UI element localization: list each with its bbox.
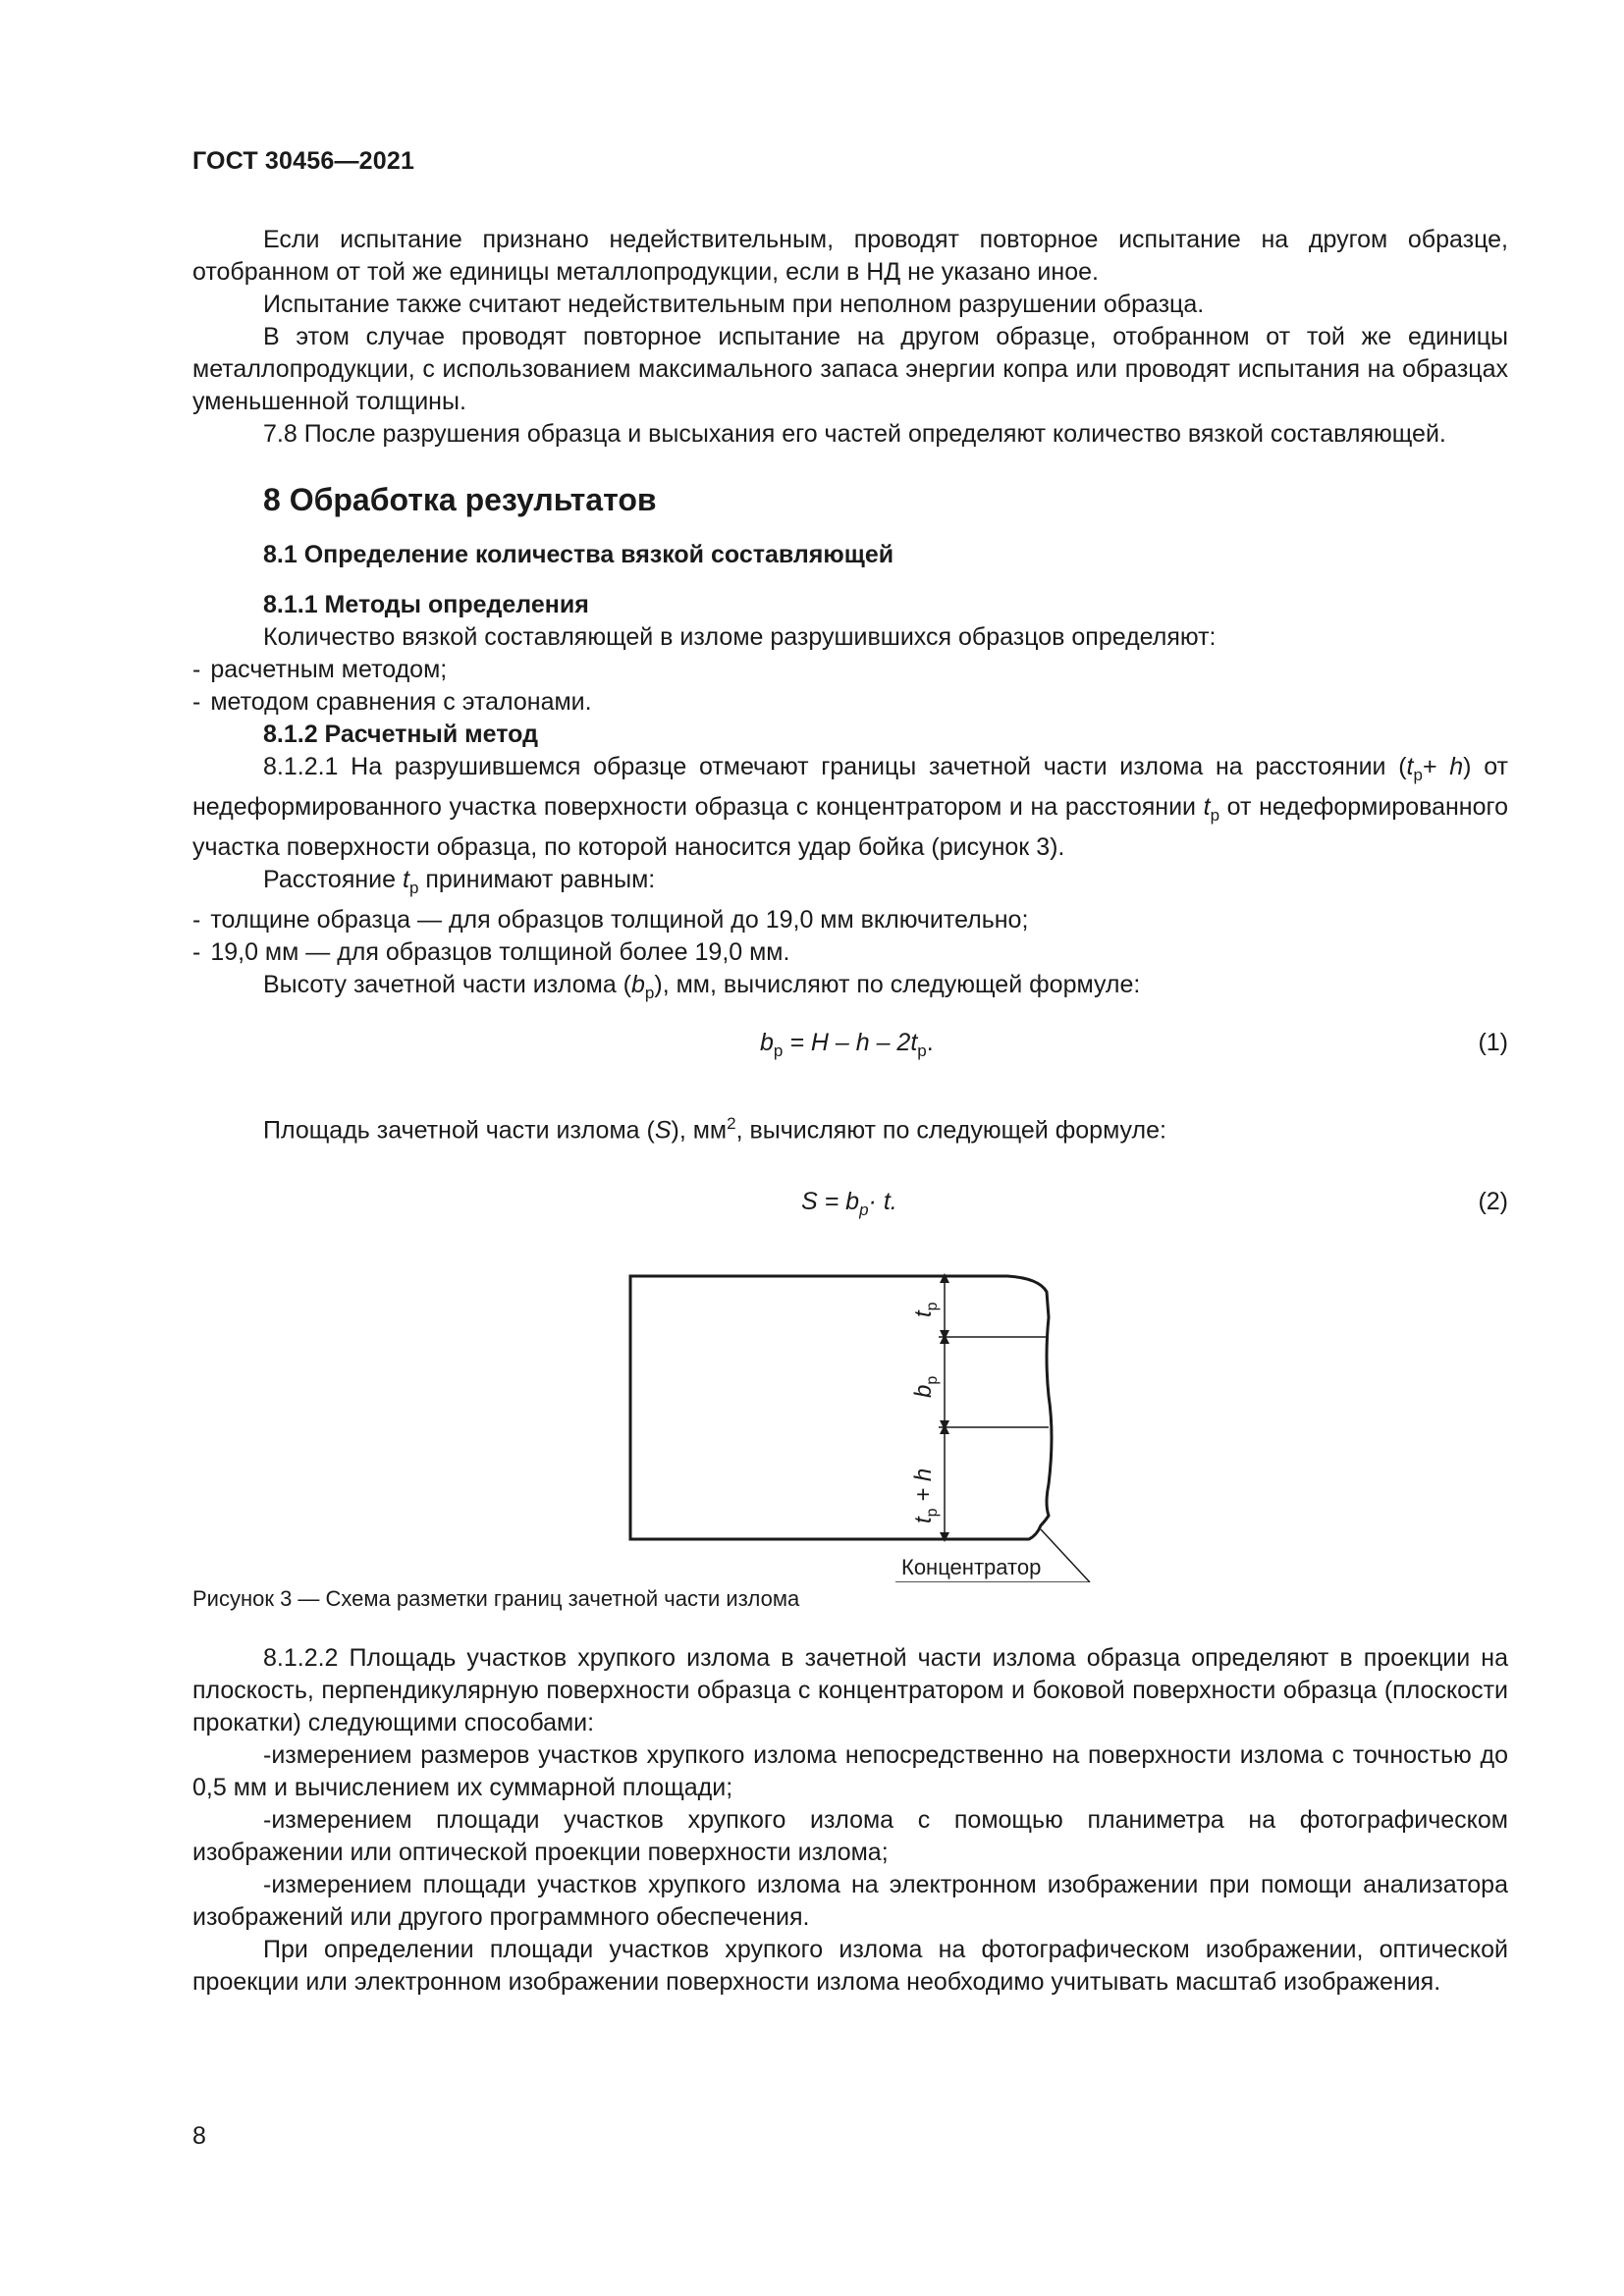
- list-item: -измерением размеров участков хрупкого излома непосредственно на поверхности излома с точностью до 0,5 мм и вычислением их суммарной площади;: [192, 1741, 1508, 1802]
- label-concentrator: Концентратор: [901, 1555, 1042, 1580]
- paragraph: В этом случае проводят повторное испытание на другом образце, отобранном от той же единицы металлопродукции, с использованием максимального запаса энергии копра или проводят испытания на образцах уменьшенной толщины.: [192, 323, 1508, 415]
- list-item: -измерением площади участков хрупкого излома на электронном изображении при помощи анализатора изображений или другого программного обеспечения.: [192, 1871, 1508, 1932]
- figure-caption: Рисунок 3 — Схема разметки границ зачетной части излома: [192, 1586, 800, 1612]
- paragraph: Площадь зачетной части излома (S), $мм^2$, вычисляют по следующей формуле:: [263, 1114, 1166, 1145]
- list-item: -измерением площади участков хрупкого излома с помощью планиметра на фотографическом изображении или оптической проекции поверхности излома;: [192, 1806, 1508, 1867]
- document-code: ГОСТ 30456—2021: [192, 147, 415, 175]
- paragraph: 8.1.2.2 Площадь участков хрупкого излома в зачетной части излома образца определяют в проекции на плоскость, перпендикулярную поверхности образца с концентратором и боковой поверхности образца (плоскости прокатки) следующими способами:: [192, 1644, 1508, 1737]
- page-body: [192, 224, 1508, 1999]
- formula-expression: $b_p = H - h - 2t_p$.: [760, 1029, 934, 1060]
- list-item: - расчетным методом;: [192, 656, 448, 683]
- fracture-marking-diagram: [192, 1258, 1508, 1582]
- paragraph: Если испытание признано недействительным, проводят повторное испытание на другом образце, отобранном от той же единицы металлопродукции, если в НД не указано иное.: [192, 226, 1508, 286]
- paragraph: Количество вязкой составляющей в изломе разрушившихся образцов определяют:: [263, 623, 1217, 651]
- list-item: - методом сравнения с эталонами.: [192, 688, 592, 716]
- page-number: 8: [192, 2122, 206, 2150]
- paragraph: 8.1.2.1 На разрушившемся образце отмечают границы зачетной части излома на расстоянии $(t_p+ h)$ от недеформированного участка поверхности образца с концентратором и на расстоянии $t_p$ от недеформированного участка поверхности образца, по которой наносится удар бойка (рисунок 3).: [192, 753, 1508, 861]
- label-bp: $b_p$: [910, 1376, 941, 1399]
- list-item: - толщине образца — для образцов толщиной до 19,0 мм включительно;: [192, 906, 1029, 934]
- specimen-outline: [630, 1276, 1052, 1539]
- formula-1: [192, 1027, 1508, 1066]
- label-tph: $t_p + h$: [910, 1468, 941, 1524]
- paragraph: Расстояние $t_p$ принимают равным:: [263, 866, 656, 897]
- subsubsection-heading: 8.1.2 Расчетный метод: [263, 721, 538, 748]
- paragraph: Испытание также считают недействительным при неполном разрушении образца.: [263, 291, 1205, 318]
- paragraph: При определении площади участков хрупкого излома на фотографическом изображении, оптической проекции или электронном изображении поверхности излома необходимо учитывать масштаб изображения.: [192, 1936, 1508, 1997]
- list-item: - 19,0 мм — для образцов толщиной более 19,0 мм.: [192, 938, 790, 966]
- formula-number: (2): [1478, 1188, 1508, 1216]
- subsubsection-heading: 8.1.1 Методы определения: [263, 591, 589, 618]
- paragraph: 7.8 После разрушения образца и высыхания его частей определяют количество вязкой составляющей.: [263, 420, 1446, 448]
- formula-expression: $S = b_p\cdot t$.: [801, 1188, 897, 1220]
- figure-3: [192, 1258, 1508, 1582]
- subsection-heading: 8.1 Определение количества вязкой составляющей: [263, 541, 894, 568]
- paragraph: Высоту зачетной части излома $(b_p)$, мм, вычисляют по следующей формуле:: [263, 971, 1141, 1002]
- label-tp: $t_p$: [910, 1302, 941, 1318]
- concentrator-leader: [1041, 1529, 1090, 1582]
- section-heading: 8 Обработка результатов: [263, 482, 657, 517]
- formula-2: [192, 1186, 1508, 1225]
- formula-number: (1): [1478, 1029, 1508, 1056]
